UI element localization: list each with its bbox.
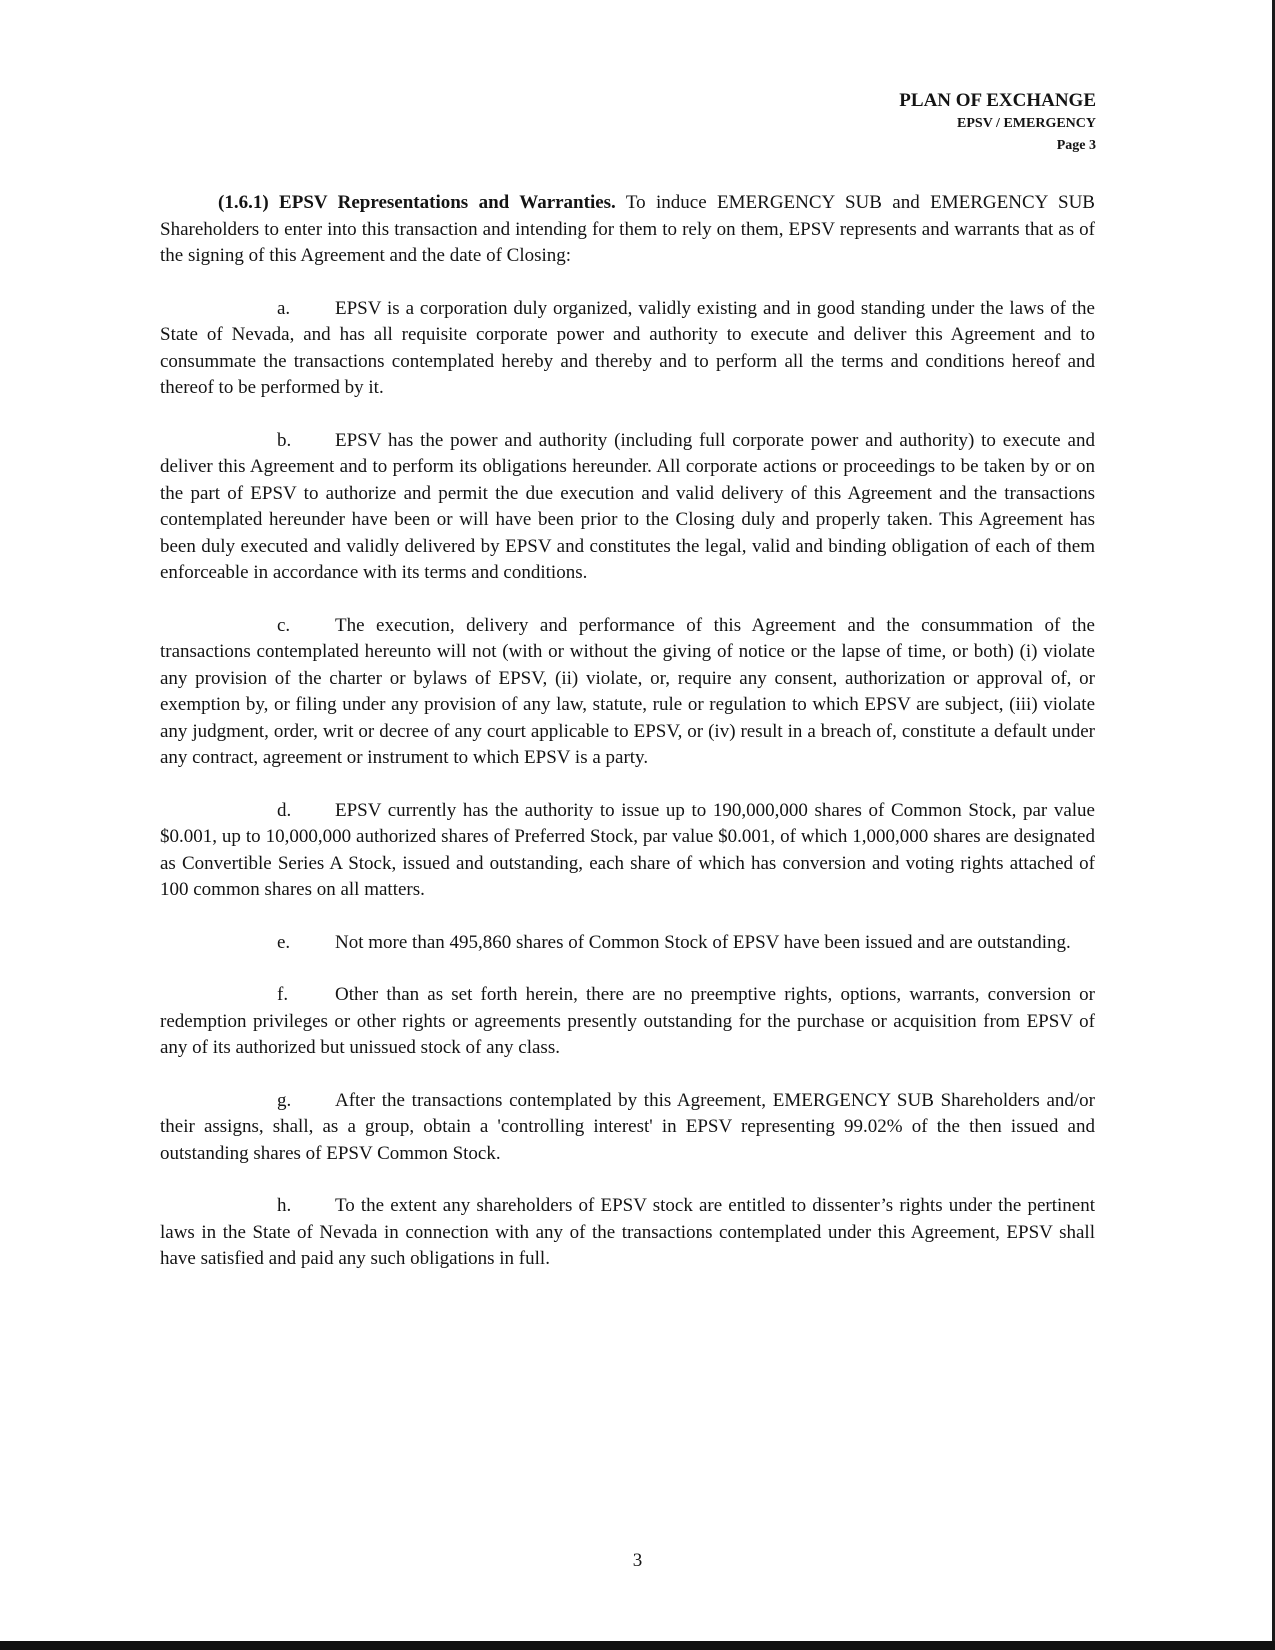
clause-letter: b. (277, 429, 292, 451)
clause-f (160, 982, 1095, 1062)
clause-letter: e. (277, 931, 291, 953)
clause-letter: a. (277, 297, 291, 319)
clause-text: EPSV has the power and authority (including full corporate power and authority) to execute and deliver this Agreement and to perform its obligations hereunder. All corporate actions or proceedings to be taken by or on the part of EPSV to authorize and permit the due execution and valid delivery of this Agreement and the transactions contemplated hereunder have been or will have been prior to the Closing duly and properly taken. This Agreement has been duly executed and validly delivered by EPSV and constitutes the legal, valid and binding obligation of each of them enforceable in accordance with its terms and conditions. (160, 429, 1095, 583)
clause-text: EPSV currently has the authority to issue up to 190,000,000 shares of Common Stock, par value $0.001, up to 10,000,000 authorized shares of Preferred Stock, par value $0.001, of which 1,000,000 shares are designated as Convertible Series A Stock, issued and outstanding, each share of which has conversion and voting rights attached of 100 common shares on all matters. (160, 799, 1095, 900)
document-body (160, 190, 1095, 1299)
header-title: PLAN OF EXCHANGE (899, 90, 1096, 111)
clause-text: After the transactions contemplated by this Agreement, EMERGENCY SUB Shareholders and/or their assigns, shall, as a group, obtain a 'controlling interest' in EPSV representing 99.02% of the then issued and outstanding shares of EPSV Common Stock. (160, 1089, 1095, 1164)
clause-letter: g. (277, 1089, 292, 1111)
clause-text: Other than as set forth herein, there are no preemptive rights, options, warrants, conversion or redemption privileges or other rights or agreements presently outstanding for the purchase or acquisition from EPSV of any of its authorized but unissued stock of any class. (160, 984, 1095, 1058)
page-number: 3 (632, 1550, 643, 1571)
clause-text: The execution, delivery and performance of this Agreement and the consummation of the transactions contemplated hereunto will not (with or without the giving of notice or the lapse of time, or both) (i) violate any provision of the charter or bylaws of EPSV, (ii) violate, or, require any consent, authorization or approval of, or exemption by, or filing under any provision of any law, statute, rule or regulation to which EPSV are subject, (iii) violate any judgment, order, writ or decree of any court applicable to EPSV, or (iv) result in a breach of, constitute a default under any contract, agreement or instrument to which EPSV is a party. (160, 614, 1095, 768)
clause-letter: f. (277, 984, 289, 1005)
clause-text: Not more than 495,860 shares of Common Stock of EPSV have been issued and are outstanding. (335, 931, 1071, 953)
clause-letter: h. (277, 1195, 292, 1216)
intro-text: To induce EMERGENCY SUB and EMERGENCY SUB Shareholders to enter into this transaction and intending for them to rely on them, EPSV represents and warrants that as of the signing of this Agreement and the date of Closing: (160, 192, 1095, 266)
clause-e (160, 930, 1095, 957)
section-heading: (1.6.1) EPSV Representations and Warranties. (218, 192, 616, 213)
scan-bottom-edge (0, 1641, 1275, 1650)
clause-b (160, 428, 1095, 587)
header-page-label: Page 3 (1056, 137, 1096, 153)
clause-letter: d. (277, 799, 292, 821)
clause-h (160, 1193, 1095, 1273)
page-header (899, 90, 1096, 154)
clause-text: EPSV is a corporation duly organized, validly existing and in good standing under the laws of the State of Nevada, and has all requisite corporate power and authority to execute and deliver this Agreement and to consummate the transactions contemplated hereby and thereby and to perform all the terms and conditions hereof and thereof to be performed by it. (160, 297, 1095, 398)
clause-text: To the extent any shareholders of EPSV stock are entitled to dissenter’s rights under the pertinent laws in the State of Nevada in connection with any of the transactions contemplated under this Agreement, EPSV shall have satisfied and paid any such obligations in full. (160, 1195, 1095, 1269)
clause-c (160, 613, 1095, 772)
intro-paragraph (160, 190, 1095, 270)
clause-g (160, 1088, 1095, 1168)
clause-a (160, 296, 1095, 402)
header-subtitle: EPSV / EMERGENCY (957, 115, 1096, 131)
clause-d (160, 798, 1095, 904)
clause-letter: c. (277, 614, 291, 636)
